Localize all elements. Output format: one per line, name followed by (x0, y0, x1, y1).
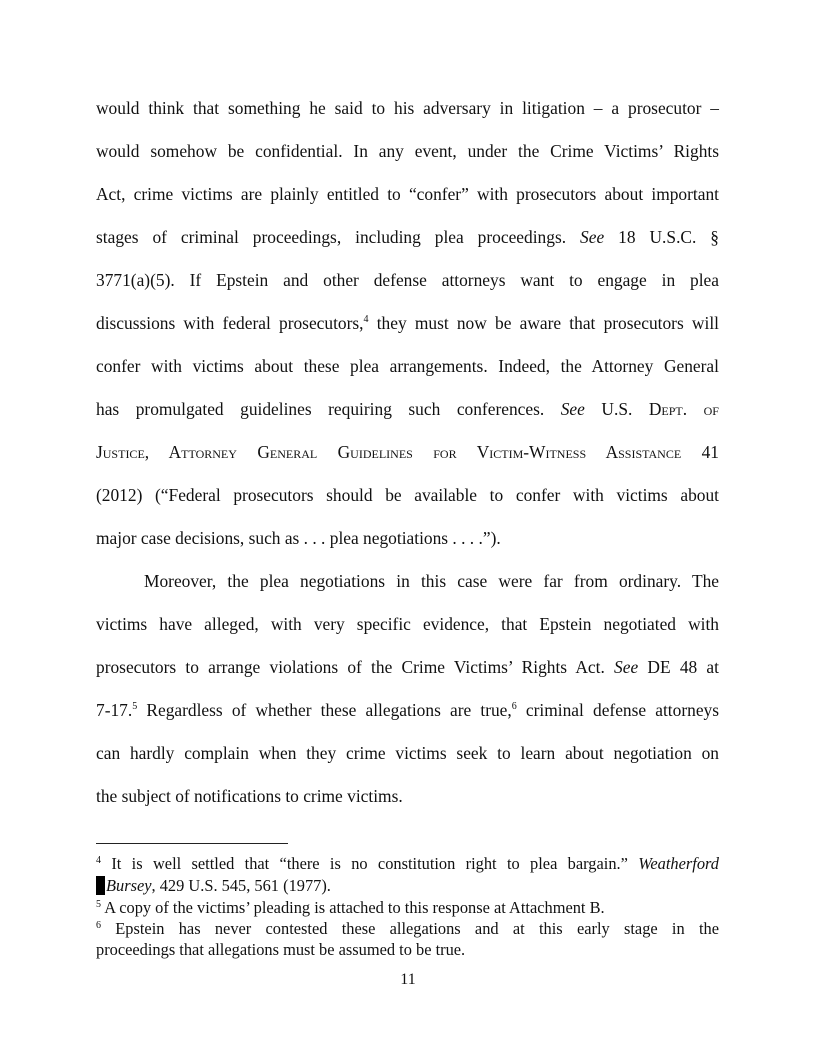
footnote-ref-5: 5 (132, 701, 138, 712)
body-line-4 (96, 226, 719, 248)
case-name: Bursey (106, 876, 152, 895)
para2-line-3 (96, 656, 719, 678)
body-line-5: 3771(a)(5). If Epstein and other defense attorneys want to engage in plea (96, 270, 719, 290)
para2-line-4 (96, 699, 719, 721)
footnote-4-line-2 (96, 876, 719, 896)
page-number: 11 (400, 971, 416, 988)
para2-line-2: victims have alleged, with very specific evidence, that Epstein negotiated with (96, 614, 719, 634)
statute-citation: 18 U.S.C. § (618, 227, 720, 247)
see-signal: See (614, 657, 639, 677)
footnote-6-line-1 (96, 919, 719, 939)
para2-line-5: can hardly complain when they crime victims seek to learn about negotiation on (96, 743, 719, 763)
footnote-text: A copy of the victims’ pleading is attached to this response at Attachment B. (101, 898, 605, 917)
body-line-10: (2012) (“Federal prosecutors should be available to confer with victims about (96, 485, 719, 505)
body-line-6 (96, 312, 719, 334)
footnote-4-line-1 (96, 854, 719, 874)
body-line-11: major case decisions, such as . . . plea negotiations . . . .”). (96, 528, 501, 548)
body-text: 7-17. (96, 700, 133, 720)
body-text: discussions with federal prosecutors, (96, 313, 364, 333)
body-text: stages of criminal proceedings, including plea proceedings. (96, 227, 567, 247)
footnote-text: It is well settled that “there is no constitution right to plea bargain.” (101, 854, 639, 873)
see-signal: See (580, 227, 605, 247)
body-text: Regardless of whether these allegations are true, (137, 700, 512, 720)
body-line-8 (96, 398, 719, 420)
body-line-1: would think that something he said to his adversary in litigation – a prosecutor – (96, 98, 719, 118)
footnote-number-6: 6 (96, 920, 101, 931)
footnote-ref-6: 6 (511, 701, 517, 712)
body-text: prosecutors to arrange violations of the Crime Victims’ Rights Act. (96, 657, 605, 677)
body-line-3: Act, crime victims are plainly entitled to “confer” with prosecutors about important (96, 184, 719, 204)
para2-line-6: the subject of notifications to crime victims. (96, 786, 403, 806)
body-text: they must now be aware that prosecutors will (368, 313, 719, 333)
docket-citation: DE 48 at (647, 657, 719, 677)
body-line-7: confer with victims about these plea arrangements. Indeed, the Attorney General (96, 356, 719, 376)
footnote-5 (96, 898, 719, 918)
para2-line-1: Moreover, the plea negotiations in this case were far from ordinary. The (144, 571, 719, 591)
footnote-ref-4: 4 (363, 314, 369, 325)
footnote-number-4: 4 (96, 855, 101, 866)
see-signal: See (560, 399, 585, 419)
case-citation: , 429 U.S. 545, 561 (1977). (151, 876, 331, 895)
footnote-text: Epstein has never contested these allegations and at this early stage in the (101, 919, 719, 938)
case-name: Weatherford (638, 854, 719, 873)
footnote-6-line-2: proceedings that allegations must be assumed to be true. (96, 940, 466, 959)
redaction-mark (96, 876, 105, 895)
footnote-number-5: 5 (96, 899, 101, 910)
body-text: criminal defense attorneys (516, 700, 720, 720)
body-text: has promulgated guidelines requiring such conferences. (96, 399, 545, 419)
footnote-separator (96, 843, 288, 844)
body-line-2: would somehow be confidential. In any event, under the Crime Victims’ Rights (96, 141, 719, 161)
body-line-9: Justice, Attorney General Guidelines for Victim-Witness Assistance 41 (96, 442, 719, 462)
source-citation: U.S. Dept. of (601, 399, 719, 419)
